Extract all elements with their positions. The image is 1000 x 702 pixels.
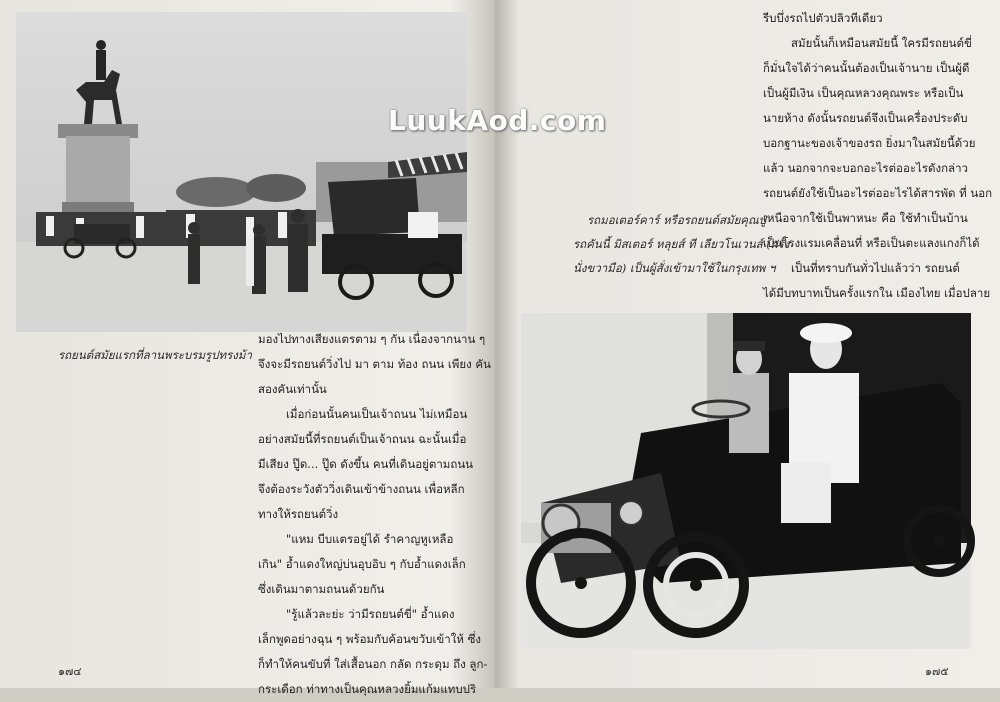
paragraph-line: "แหม บีบแตรอยู่ได้ รำคาญหูเหลือ [286, 532, 454, 546]
paragraph-line: บอกฐานะของเจ้าของรถ ยิ่งมาในสมัยนี้ด้วย [763, 136, 976, 150]
paragraph-line: นายห้าง ดังนั้นรถยนต์จึงเป็นเครื่องประดับ [763, 111, 968, 125]
paragraph-line: เล็กพูดอย่างฉุน ๆ พร้อมกับค้อนขวับเข้าให้ ซึ่ง [258, 632, 481, 646]
paragraph-line: กระเดือก ท่าทางเป็นคุณหลวงยิ้มแก้มแทบปริ [258, 682, 477, 696]
paragraph-line: มีเสียง ปู๊ด... ปู๊ด ดังขึ้น คนที่เดินอยู่ตามถนน [258, 457, 474, 471]
caption-line: นั่งขวามือ) เป็นผู้สั่งเข้ามาใช้ในกรุงเทพ ฯ [573, 261, 776, 275]
paragraph-line: ได้มีบทบาทเป็นครั้งแรกใน เมืองไทย เมื่อปลาย [763, 286, 991, 300]
paragraph-line: อย่างสมัยนี้ที่รถยนต์เป็นเจ้าถนน ฉะนั้นเมื่อ [258, 432, 467, 446]
paragraph-line: เหนือจากใช้เป็นพาหนะ คือ ใช้ทำเป็นบ้าน [763, 211, 968, 225]
left-page-number: ๑๗๔ [58, 665, 82, 678]
paragraph-line: แล้ว นอกจากจะบอกอะไรต่ออะไรดังกล่าว [763, 161, 969, 175]
paragraph-line: เป็นโรงแรมเคลื่อนที่ หรือเป็นตะแลงแกงก็ได้ [763, 236, 980, 250]
equestrian-statue-photo [16, 12, 467, 332]
paragraph-line: ซึ่งเดินมาตามถนนด้วยกัน [258, 582, 385, 596]
paragraph-line: ทางให้รถยนต์วิ่ง [258, 507, 339, 521]
caption-line: รถคันนี้ มิสเตอร์ หลุยส์ ที เลียวโนเวนส์ (ฝรั่ง [573, 237, 790, 251]
caption-line: รถมอเตอร์คาร์ หรือรถยนต์สมัยคุณปู่ [587, 213, 766, 227]
paragraph-line: ก็ทำให้คนขับที่ ใส่เสื้อนอก กลัด กระดุม ถึง ลูก- [258, 657, 488, 671]
paragraph-line: จึงจะมีรถยนต์วิ่งไป มา ตาม ท้อง ถนน เพียง คัน [258, 357, 491, 371]
right-photo-caption [573, 208, 789, 280]
paragraph-line: เป็นผู้มีเงิน เป็นคุณหลวงคุณพระ หรือเป็น [763, 86, 964, 100]
paragraph-line: เมื่อก่อนนั้นคนเป็นเจ้าถนน ไม่เหมือน [286, 407, 468, 421]
paragraph-line: เป็นที่ทราบกันทั่วไปแล้วว่า รถยนต์ [791, 261, 960, 275]
vintage-car-photo [521, 313, 971, 649]
watermark-logo: LuukAod.com [388, 104, 607, 137]
paragraph-line: สมัยนั้นก็เหมือนสมัยนี้ ใครมีรถยนต์ขี่ [791, 36, 972, 50]
paragraph-line: จึงต้องระวังตัววิ่งเดินเข้าข้างถนน เพื่อหลีก [258, 482, 465, 496]
right-page-number: ๑๗๕ [925, 665, 949, 678]
right-body-text [763, 6, 992, 306]
paragraph-line: เกิน" อ้ำแดงใหญ่บ่นอุบอิบ ๆ กับอ้ำแดงเล็ก [258, 557, 466, 571]
left-body-text [258, 327, 491, 702]
paragraph-line: สองคันเท่านั้น [258, 382, 327, 396]
paragraph-line: "รู้แล้วละย่ะ ว่ามีรถยนต์ขี่" อ้ำแดง [286, 607, 455, 621]
paragraph-line: รถยนต์ยังใช้เป็นอะไรต่ออะไรได้สารพัด ที่ นอก [763, 186, 993, 200]
paragraph-line: ก็มั่นใจได้ว่าคนนั้นต้องเป็นเจ้านาย เป็นผู้ดี [763, 61, 970, 75]
paragraph-line: รีบบึ่งรถไปตัวปลิวทีเดียว [763, 11, 883, 25]
paragraph-line: มองไปทางเสียงแตรตาม ๆ กัน เนื่องจากนาน ๆ [258, 332, 486, 346]
left-photo-caption: รถยนต์สมัยแรกที่ลานพระบรมรูปทรงม้า [58, 348, 252, 362]
